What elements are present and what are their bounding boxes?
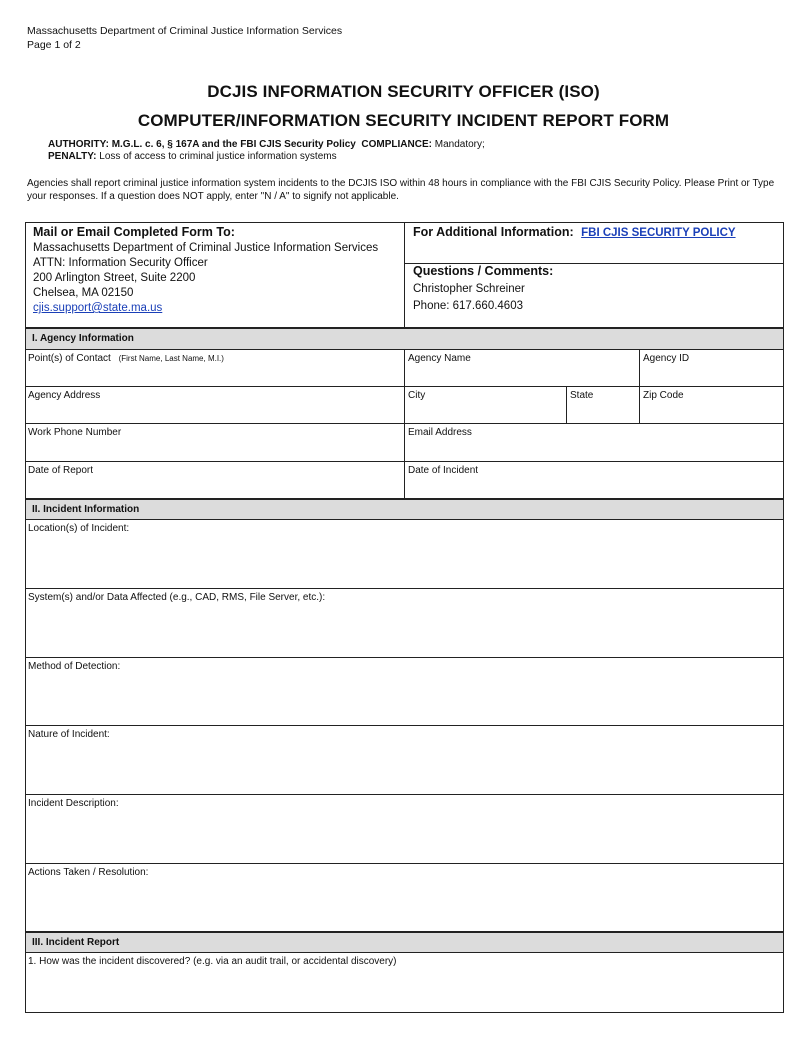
nature-of-incident-field[interactable]: Nature of Incident: xyxy=(28,729,110,740)
document-header xyxy=(27,24,342,52)
contact-phone: Phone: 617.660.4603 xyxy=(413,300,523,312)
state-field[interactable]: State xyxy=(570,390,594,401)
penalty-value: Loss of access to criminal justice information systems xyxy=(99,151,337,162)
penalty-line xyxy=(48,151,337,163)
compliance-value: Mandatory; xyxy=(434,139,485,150)
authority-label: AUTHORITY: M.G.L. c. 6, § 167A and the FBI CJIS Security Policy xyxy=(48,139,356,150)
agency-id-field[interactable]: Agency ID xyxy=(643,353,690,364)
title-line-1: DCJIS INFORMATION SECURITY OFFICER (ISO) xyxy=(207,82,600,101)
compliance-label: COMPLIANCE: xyxy=(361,139,432,150)
mail-line-3: 200 Arlington Street, Suite 2200 xyxy=(33,272,196,284)
department-name: Massachusetts Department of Criminal Justice Information Services xyxy=(27,25,343,37)
section-2-header: II. Incident Information xyxy=(26,500,783,519)
method-of-detection-field[interactable]: Method of Detection: xyxy=(28,661,121,672)
actions-taken-field[interactable]: Actions Taken / Resolution: xyxy=(28,867,149,878)
fbi-cjis-policy-link[interactable]: FBI CJIS SECURITY POLICY xyxy=(581,227,736,239)
point-of-contact-hint: (First Name, Last Name, M.I.) xyxy=(118,354,224,363)
questions-heading: Questions / Comments: xyxy=(413,264,554,278)
discovery-question-field[interactable]: 1. How was the incident discovered? (e.g. via an audit trail, or accidental discovery) xyxy=(28,956,397,967)
title-line-2: COMPUTER/INFORMATION SECURITY INCIDENT REPORT FORM xyxy=(137,111,670,130)
section-1-header: I. Agency Information xyxy=(26,329,783,349)
city-field[interactable]: City xyxy=(408,390,426,401)
mail-line-4: Chelsea, MA 02150 xyxy=(33,287,134,299)
agency-name-field[interactable]: Agency Name xyxy=(408,353,471,364)
zip-code-field[interactable]: Zip Code xyxy=(643,390,684,401)
intro-paragraph: Agencies shall report criminal justice information system incidents to the DCJIS ISO within 48 hours in compliance with the FBI CJIS Security Policy. Please Print or Type your responses. If a question does NOT apply, enter "N / A" to signify not applicable. xyxy=(27,178,775,202)
support-email-link[interactable]: cjis.support@state.ma.us xyxy=(33,302,163,314)
penalty-label: PENALTY: xyxy=(48,151,97,162)
contact-name: Christopher Schreiner xyxy=(413,283,525,295)
mail-line-1: Massachusetts Department of Criminal Justice Information Services xyxy=(33,242,379,254)
date-of-incident-field[interactable]: Date of Incident xyxy=(408,465,479,476)
point-of-contact-label: Point(s) of Contact xyxy=(28,353,111,364)
additional-info-heading xyxy=(413,226,736,239)
date-of-report-field[interactable]: Date of Report xyxy=(28,465,94,476)
page-number: Page 1 of 2 xyxy=(27,39,81,51)
section-3-header: III. Incident Report xyxy=(26,933,783,952)
authority-line xyxy=(48,139,485,151)
work-phone-field[interactable]: Work Phone Number xyxy=(28,427,122,438)
agency-address-field[interactable]: Agency Address xyxy=(28,390,101,401)
point-of-contact-field[interactable] xyxy=(28,353,224,365)
location-of-incident-field[interactable]: Location(s) of Incident: xyxy=(28,523,130,534)
mail-line-2: ATTN: Information Security Officer xyxy=(33,257,208,269)
additional-info-label: For Additional Information: xyxy=(413,225,574,239)
mail-heading: Mail or Email Completed Form To: xyxy=(33,225,235,239)
email-address-field[interactable]: Email Address xyxy=(408,427,472,438)
systems-affected-field[interactable]: System(s) and/or Data Affected (e.g., CAD, RMS, File Server, etc.): xyxy=(28,592,326,603)
incident-description-field[interactable]: Incident Description: xyxy=(28,798,119,809)
